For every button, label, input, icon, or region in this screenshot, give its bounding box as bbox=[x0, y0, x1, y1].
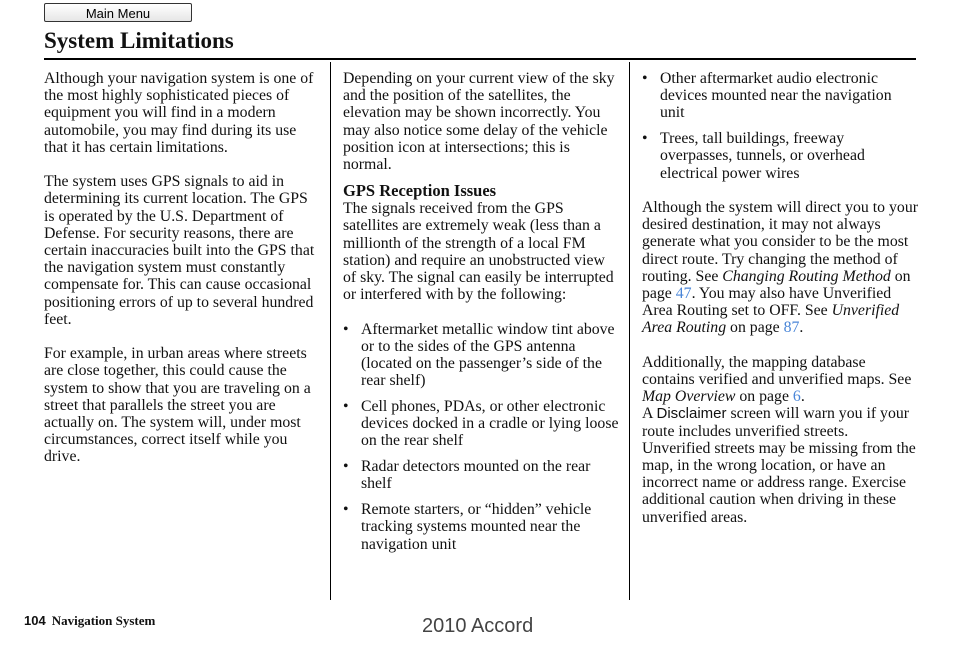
paragraph-routing: Although the system will direct you to your desired destination, it may not always generate what you consider to be the most direct route. Try changing the method of routing. See Changing Routing Method on page 47. You may also have Unverified Area Routing set to OFF. See Unverified Area Routing on page 87. bbox=[642, 199, 918, 337]
title-rule bbox=[44, 58, 916, 60]
column-3 bbox=[642, 70, 918, 543]
paragraph-mapping-database: Additionally, the mapping database contains verified and unverified maps. See Map Overview on page 6. A Disclaimer screen will warn you if your route includes unverified streets. Unverified streets may be missing from the map, in the wrong location, or have an incorrect name or address range. Exercise additional caution when driving in these unverified areas. bbox=[642, 353, 916, 526]
bullet-icon: • bbox=[343, 320, 349, 338]
page-link-47[interactable]: 47 bbox=[675, 285, 692, 303]
list-item: • Trees, tall buildings, freeway overpasses, tunnels, or overhead electrical power wires bbox=[642, 130, 865, 182]
column-divider-1 bbox=[330, 62, 331, 600]
xref-unverified-area-routing: Unverified Area Routing bbox=[642, 302, 900, 337]
page-link-6[interactable]: 6 bbox=[792, 388, 801, 406]
column-2 bbox=[343, 70, 619, 561]
section-heading-gps-reception: GPS Reception Issues bbox=[343, 181, 497, 201]
xref-changing-routing-method: Changing Routing Method bbox=[722, 267, 891, 285]
paragraph-elevation: Depending on your current view of the sky and the position of the satellites, the elevation may be shown incorrectly. You may also notice some delay of the vehicle position icon at intersections; this is normal. bbox=[343, 70, 615, 174]
paragraph-gps: The system uses GPS signals to aid in determining its current location. The GPS is operated by the U.S. Department of Defense. For security reasons, there are certain inaccuracies built into the GPS that the navigation system must constantly compensate for. This can cause occasional positioning errors of up to several hundred feet. bbox=[44, 173, 315, 328]
list-item: • Other aftermarket audio electronic devices mounted near the navigation unit bbox=[642, 70, 892, 122]
main-menu-button[interactable]: Main Menu bbox=[44, 3, 192, 22]
bullet-icon: • bbox=[642, 70, 648, 87]
page-number: 104 bbox=[24, 613, 46, 628]
page-link-87[interactable]: 87 bbox=[783, 319, 800, 337]
bullet-icon: • bbox=[343, 501, 349, 519]
list-item: • Aftermarket metallic window tint above or to the sides of the GPS antenna (located on the passenger’s side of the rear shelf) bbox=[343, 320, 615, 390]
column-1 bbox=[44, 70, 320, 483]
disclaimer-term: Disclaimer bbox=[656, 405, 727, 423]
page-title: System Limitations bbox=[44, 28, 234, 53]
watermark: 2010 Accord bbox=[422, 615, 534, 637]
xref-map-overview: Map Overview bbox=[642, 388, 736, 406]
bullet-icon: • bbox=[343, 398, 349, 416]
paragraph-example: For example, in urban areas where streets are close together, this could cause the system to show that you are traveling on a street that parallels the street you are actually on. The system will, under most circumstances, correct itself while you drive. bbox=[44, 345, 311, 466]
footer-section-name: Navigation System bbox=[51, 613, 156, 628]
paragraph-signals: The signals received from the GPS satellites are extremely weak (less than a millionth of the strength of a local FM station) and require an unobstructed view of sky. The signal can easily be interrupted or interfered with by the following: bbox=[343, 200, 614, 304]
paragraph-intro: Although your navigation system is one of the most highly sophisticated pieces of equipment you will find in a modern automobile, you may find during its use that it has certain limitations. bbox=[44, 70, 314, 156]
page-footer bbox=[24, 613, 155, 629]
interference-list bbox=[343, 321, 619, 553]
column-divider-2 bbox=[629, 62, 630, 600]
list-item: • Cell phones, PDAs, or other electronic devices docked in a cradle or lying loose on the rear shelf bbox=[343, 398, 619, 450]
bullet-icon: • bbox=[343, 458, 349, 476]
bullet-icon: • bbox=[642, 130, 648, 148]
list-item: • Remote starters, or “hidden” vehicle tracking systems mounted near the navigation unit bbox=[343, 501, 592, 553]
list-item: • Radar detectors mounted on the rear shelf bbox=[343, 458, 591, 493]
interference-list-continued bbox=[642, 70, 918, 182]
